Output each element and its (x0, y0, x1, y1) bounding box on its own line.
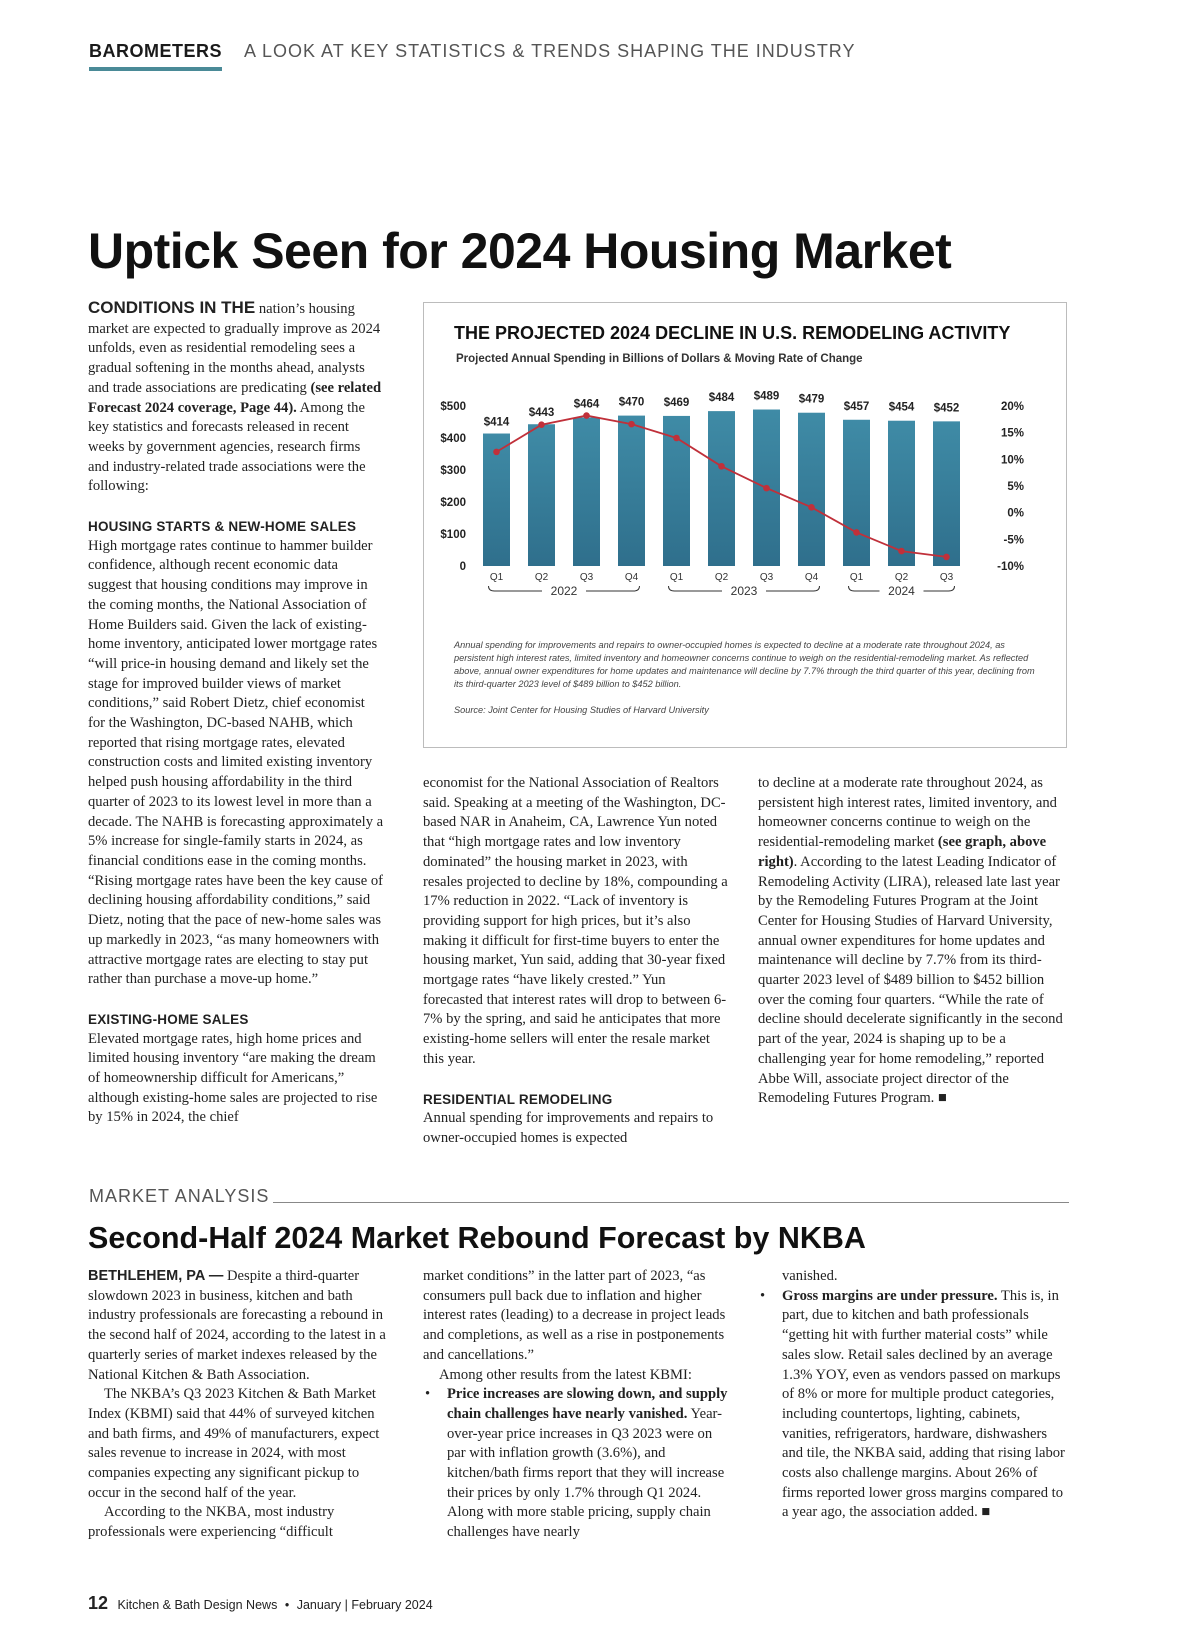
bar-value-label: $414 (483, 416, 510, 429)
rate-point-11 (943, 554, 950, 561)
kbmi-results-intro: Among other results from the latest KBMI: (439, 1366, 692, 1383)
bar-value-label: $457 (843, 400, 870, 413)
rate-point-1 (493, 449, 500, 456)
bar-value-label: $464 (573, 398, 600, 411)
y-right-tick-label: 10% (1000, 454, 1024, 467)
bar-value-label: $469 (663, 396, 690, 409)
rate-point-10 (898, 548, 905, 555)
rate-point-4 (628, 421, 635, 428)
kbmi-results-list (423, 1385, 729, 1543)
issue-date: January | February 2024 (296, 1598, 433, 1612)
bar-6 (708, 411, 735, 566)
kbmi-results-list-continued (758, 1287, 1068, 1523)
y-left-tick-label: 0 (459, 561, 466, 573)
y-left-tick-label: $100 (440, 529, 466, 541)
market-analysis-label: MARKET ANALYSIS (89, 1186, 1069, 1207)
x-tick-label: Q3 (579, 572, 594, 583)
article-headline: Uptick Seen for 2024 Housing Market (88, 223, 952, 279)
y-right-tick-label: 0% (1007, 507, 1024, 520)
chart-title: THE PROJECTED 2024 DECLINE IN U.S. REMODELING ACTIVITY (454, 323, 1011, 343)
article2-column-2 (423, 1267, 729, 1543)
chart-subtitle: Projected Annual Spending in Billions of Dollars & Moving Rate of Change (456, 353, 863, 365)
bar-4 (618, 416, 645, 566)
intro-lead-in: CONDITIONS IN THE (88, 298, 256, 317)
rate-point-8 (808, 504, 815, 511)
nkba-conditions-paragraph: According to the NKBA, most industry professionals were experiencing “difficult (88, 1504, 335, 1541)
rate-point-6 (718, 463, 725, 470)
subhead-housing-starts: HOUSING STARTS & NEW-HOME SALES (88, 519, 357, 535)
chart-source: Source: Joint Center for Housing Studies of Harvard University (454, 705, 709, 715)
bar-value-label: $470 (618, 396, 645, 409)
year-bracket-right (924, 586, 955, 591)
x-tick-label: Q4 (804, 572, 819, 583)
remodeling-chart (423, 302, 1067, 748)
x-tick-label: Q4 (624, 572, 639, 583)
bar-11 (933, 421, 960, 566)
bar-8 (798, 413, 825, 566)
remodeling-continued: to decline at a moderate rate throughout 2024, as persistent high interest rates, limited inventory, and homeowner concerns continue to weigh on the residential-remodeling market (see graph, above right). According to the latest Leading Indicator of Remodeling Activity (LIRA), released late last year by the Remodeling Futures Program at the Joint Center for Housing Studies of Harvard University, annual owner expenditures for home updates and maintenance will decline by 7.7% from its third-quarter 2023 level of $489 billion to $452 billion over the coming four quarters. “While the rate of decline should decelerate significantly in the second part of the year, 2024 is shaping up to be a challenging year for home remodeling,” reported Abbe Will, associate project director of the Remodeling Futures Program. ■ (758, 775, 1063, 1107)
year-group-label: 2023 (730, 584, 758, 598)
bar-value-label: $454 (888, 401, 915, 414)
rate-point-9 (853, 529, 860, 536)
rate-point-3 (583, 412, 590, 419)
existing-home-sales-paragraph: Elevated mortgage rates, high home prices and limited housing inventory “are making the dream of homeownership difficult for Americans,” although existing-home sales are projected to rise by 15% in 2024, the chief (88, 1030, 378, 1126)
x-tick-label: Q2 (534, 572, 549, 583)
year-bracket-left (669, 586, 723, 591)
graph-reference: (see graph, above right) (758, 834, 1047, 870)
page-footer (88, 1593, 433, 1614)
year-bracket-right (586, 586, 640, 591)
y-right-tick-label: 20% (1000, 401, 1024, 413)
nkba-intro-paragraph: BETHLEHEM, PA — Despite a third-quarter slowdown 2023 in business, kitchen and bath industry professionals are forecasting a rebound in the second half of 2024, according to the latest in a quarterly series of market indexes released by the National Kitchen & Bath Association. (88, 1268, 386, 1383)
y-right-tick-label: -10% (997, 561, 1024, 573)
bar-9 (843, 420, 870, 566)
year-bracket-left (849, 586, 880, 591)
y-left-tick-label: $300 (440, 465, 466, 477)
dateline: BETHLEHEM, PA — (88, 1268, 224, 1284)
market-conditions-paragraph: market conditions” in the latter part of 2023, “as consumers pull back due to inflation and higher interest rates (leading) to a decrease in project leads and completions, as well as a rise in postponements and cancellations.” (423, 1268, 726, 1363)
y-right-tick-label: 5% (1007, 481, 1024, 493)
kbmi-paragraph: The NKBA’s Q3 2023 Kitchen & Bath Market Index (KBMI) said that 44% of surveyed kitchen and bath firms, and 49% of manufacturers, expect sales revenue to increase in 2024, with most companies expecting any significant pickup to occur in the second half of the year. (88, 1386, 380, 1501)
section-header (89, 41, 856, 71)
x-tick-label: Q2 (714, 572, 729, 583)
housing-starts-paragraph: High mortgage rates continue to hammer builder confidence, although recent economic data suggest that housing conditions may improve in the coming months, the National Association of Home Builders said. Given the lack of existing-home inventory, anticipated lower mortgage rates “will price-in housing demand and likely set the stage for improved builder views of market conditions,” said Robert Dietz, chief economist for the Washington, DC-based NAHB, which reported that rising mortgage rates, elevated construction costs and limited existing inventory helped push housing affordability in the third quarter of 2023 to its lowest level in more than a decade. The NAHB is forecasting approximately a 5% increase for single-family starts in 2024, as financial conditions ease in the coming months. “Rising mortgage rates have been the key cause of declining housing affordability conditions,” said Dietz, noting that the pace of new-home sales was up markedly in 2023, “as many homeowners with attractive mortgage rates are electing to stay put rather than purchase a move-up home.” (88, 537, 384, 988)
x-tick-label: Q1 (669, 572, 684, 583)
chart-caption: Annual spending for improvements and repairs to owner-occupied homes is expected to decline at a moderate rate throughout 2024, as persistent high interest rates, limited inventory and homeowner concerns continue to weigh on the residential-remodeling market. As reflected above, annual owner expenditures for home updates and maintenance will decline by 7.7% through the third quarter of this year, declining from its third-quarter 2023 level of $489 billion to $452 billion. (454, 640, 1035, 689)
article2-headline: Second-Half 2024 Market Rebound Forecast by NKBA (88, 1221, 866, 1255)
y-right-tick-label: -5% (1003, 534, 1024, 547)
x-tick-label: Q1 (489, 572, 504, 583)
bar-value-label: $479 (798, 393, 825, 406)
chart-plot (424, 303, 1068, 633)
year-group-label: 2024 (888, 584, 915, 598)
page-number: 12 (88, 1593, 109, 1613)
forecast-reference: (see related Forecast 2024 coverage, Page 44). (88, 379, 382, 416)
article1-column-3 (758, 774, 1068, 1109)
section-rule (273, 1202, 1069, 1203)
article1-column-1 (88, 298, 384, 1128)
x-tick-label: Q3 (939, 572, 954, 583)
article1-column-2 (423, 774, 729, 1149)
year-bracket-right (766, 586, 820, 591)
year-bracket-left (489, 586, 543, 591)
x-tick-label: Q2 (894, 572, 909, 583)
x-tick-label: Q1 (849, 572, 864, 583)
rate-point-5 (673, 435, 680, 442)
subhead-residential-remodeling: RESIDENTIAL REMODELING (423, 1091, 613, 1107)
publication-name: Kitchen & Bath Design News (117, 1598, 278, 1612)
rate-point-2 (538, 421, 545, 428)
intro-paragraph: CONDITIONS IN THE nation’s housing market are expected to gradually improve as 2024 unfolds, even as residential remodeling sees a gradual softening in the months ahead, analysts and trade associations are predicating (see related Forecast 2024 coverage, Page 44). Among the key statistics and forecasts released in recent weeks by government agencies, research firms and industry-related trade associations were the following: (88, 298, 382, 495)
footer-separator: • (284, 1598, 290, 1612)
bar-2 (528, 424, 555, 566)
subhead-existing-home-sales: EXISTING-HOME SALES (88, 1011, 249, 1027)
list-item: • Gross margins are under pressure. This is, in part, due to kitchen and bath professionals “getting hit with further material costs” while sales slow. Retail sales declined by an average 1.3% YOY, even as vendors passed on markups of 8% or more for multiple product categories, including countertops, lighting, cabinets, vanities, refrigerators, hardware, dishwashers and tile, the NKBA said, adding that rising labor costs also challenge margins. About 26% of firms reported lower gross margins compared to a year ago, the association added. ■ (758, 1287, 1068, 1523)
list-item: • Price increases are slowing down, and supply chain challenges have nearly vanished. Year-over-year price increases in Q3 2023 were on par with inflation growth (3.6%), and kitchen/bath firms report that they will increase their prices by only 1.7% through Q1 2024. Along with more stable pricing, supply chain challenges have nearly (423, 1385, 729, 1543)
existing-home-sales-continued: economist for the National Association of Realtors said. Speaking at a meeting of the Washington, DC-based NAR in Anaheim, CA, Lawrence Yun noted that “high mortgage rates and low inventory dominated” the housing market in 2023, with resales projected to decline by 18%, compounding a 17% reduction in 2022. “Lack of inventory is providing support for high prices, but it’s also making it difficult for first-time buyers to enter the housing market, Yun said, adding that 30-year fixed mortgage rates “have likely crested.” Yun forecasted that interest rates will drop to between 6-7% by the spring, and said he anticipates that more existing-home sellers will enter the resale market this year. (423, 775, 728, 1067)
y-right-tick-label: 15% (1000, 427, 1024, 440)
bar-value-label: $452 (933, 402, 960, 415)
y-left-tick-label: $400 (440, 433, 466, 445)
bar-value-label: $484 (708, 392, 735, 405)
rate-point-7 (763, 485, 770, 492)
year-group-label: 2022 (550, 584, 578, 598)
bar-value-label: $489 (753, 390, 780, 403)
y-left-tick-label: $500 (440, 401, 466, 413)
article2-column-3 (758, 1267, 1068, 1523)
list-item-continued: vanished. (782, 1268, 838, 1284)
article2-column-1 (88, 1267, 394, 1543)
section-tag: BAROMETERS (89, 41, 222, 71)
x-tick-label: Q3 (759, 572, 774, 583)
bar-10 (888, 421, 915, 566)
y-left-tick-label: $200 (440, 497, 466, 509)
remodeling-paragraph: Annual spending for improvements and repairs to owner-occupied homes is expected (423, 1110, 714, 1146)
section-subtitle: A LOOK AT KEY STATISTICS & TRENDS SHAPING THE INDUSTRY (244, 41, 856, 61)
bar-value-label: $443 (528, 407, 555, 420)
bar-3 (573, 418, 600, 566)
